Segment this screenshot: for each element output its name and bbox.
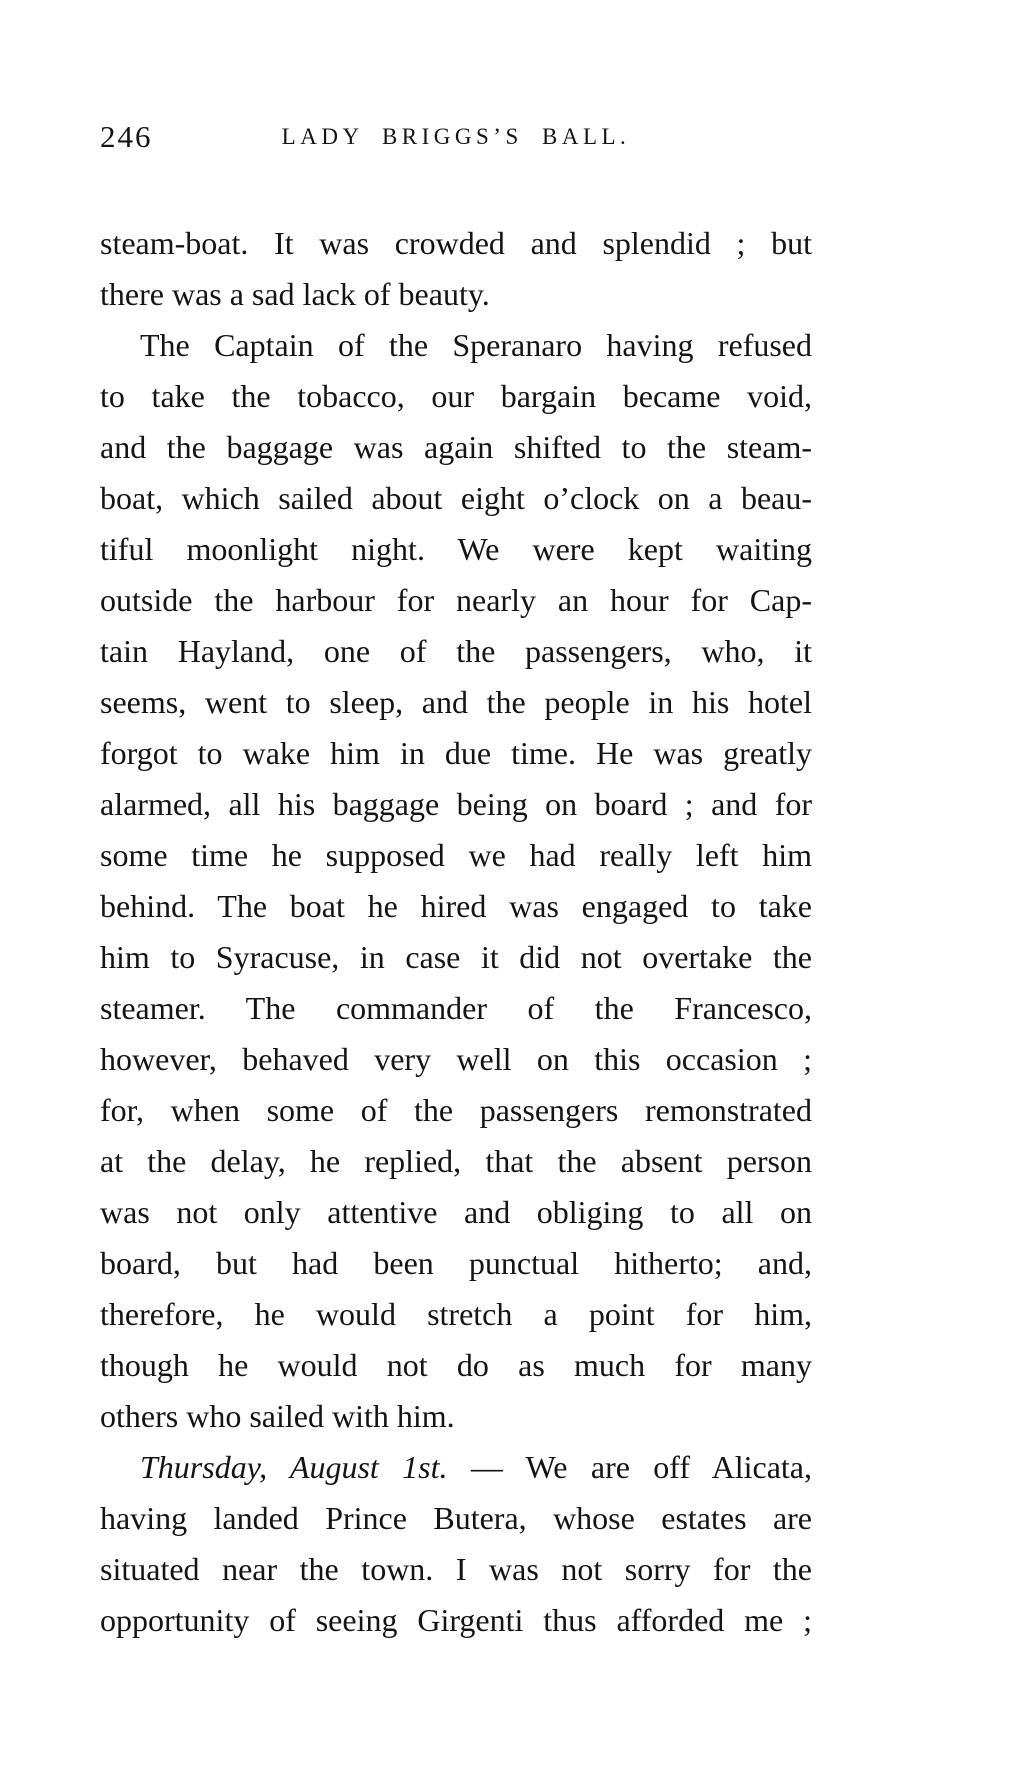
text-line: behind. The boat he hired was engaged to take — [100, 888, 812, 924]
text-line: steamer. The commander of the Francesco, — [100, 990, 812, 1026]
text-line: to take the tobacco, our bargain became void, — [100, 378, 812, 414]
journal-entry-date: Thursday, August 1st. — [140, 1449, 448, 1485]
text-line: there was a sad lack of beauty. — [100, 276, 490, 312]
text-line: having landed Prince Butera, whose estates are — [100, 1500, 812, 1536]
page-number: 246 — [100, 119, 153, 154]
text-line: alarmed, all his baggage being on board ; and for — [100, 786, 812, 822]
text-line: however, behaved very well on this occasion ; — [100, 1041, 812, 1077]
text-line: board, but had been punctual hitherto; and, — [100, 1245, 812, 1281]
text-line: tain Hayland, one of the passengers, who, it — [100, 633, 812, 669]
text-line: therefore, he would stretch a point for him, — [100, 1296, 812, 1332]
text-line: seems, went to sleep, and the people in his hotel — [100, 684, 812, 720]
text-line: forgot to wake him in due time. He was greatly — [100, 735, 812, 771]
running-title: LADY BRIGGS’S BALL. — [281, 124, 631, 149]
text-line: and the baggage was again shifted to the steam- — [100, 429, 812, 465]
text-line: opportunity of seeing Girgenti thus afforded me ; — [100, 1602, 812, 1638]
text-line: though he would not do as much for many — [100, 1347, 812, 1383]
text-line: was not only attentive and obliging to all on — [100, 1194, 812, 1230]
text-line: boat, which sailed about eight o’clock on a beau- — [100, 480, 812, 516]
text-line: him to Syracuse, in case it did not overtake the — [100, 939, 812, 975]
text-line: situated near the town. I was not sorry for the — [100, 1551, 812, 1587]
text-line: others who sailed with him. — [100, 1398, 455, 1434]
page-header — [100, 118, 812, 156]
text-line: steam-boat. It was crowded and splendid ; but — [100, 225, 812, 261]
text-line: The Captain of the Speranaro having refused — [140, 327, 812, 363]
text-block — [100, 118, 812, 1646]
journal-entry-text: — We are off Alicata, — [447, 1449, 812, 1485]
text-line: outside the harbour for nearly an hour for Cap- — [100, 582, 812, 618]
text-line: for, when some of the passengers remonstrated — [100, 1092, 812, 1128]
text-line: some time he supposed we had really left him — [100, 837, 812, 873]
text-line journal-entry-line — [100, 1442, 812, 1493]
body-text — [100, 218, 812, 1646]
text-line: at the delay, he replied, that the absent person — [100, 1143, 812, 1179]
text-line: tiful moonlight night. We were kept waiting — [100, 531, 812, 567]
